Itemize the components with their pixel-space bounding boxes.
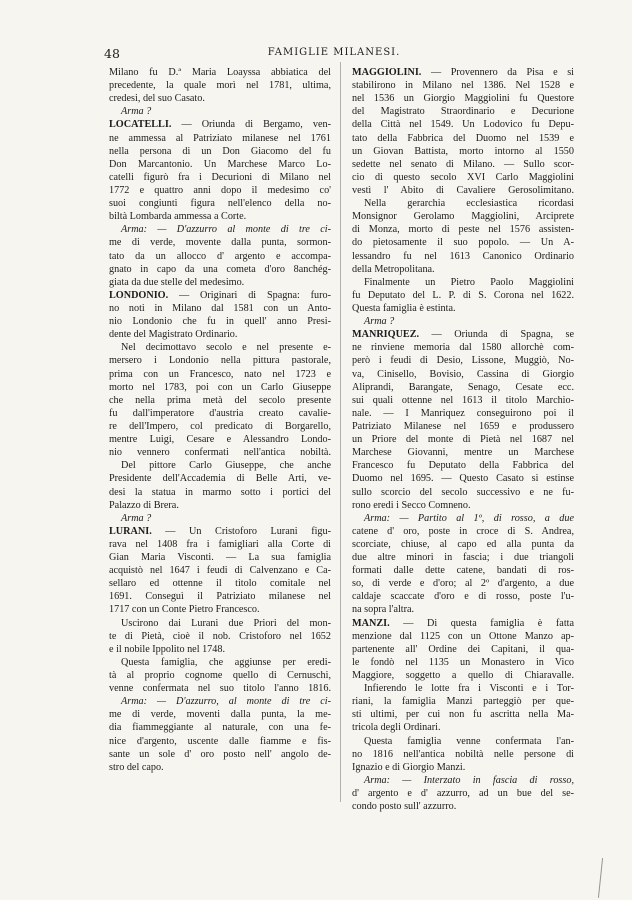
text-line: Arma: — Partito al 1º, di rosso, a due (364, 512, 574, 524)
text-line: menzione dal 1125 con un Ottone Manzo ap- (352, 630, 574, 642)
text-line: Presidente dell'Accademia di Belle Arti, ve- (109, 473, 331, 485)
text-line: Milano fu D.ª Maria Loayssa abbiatica del (109, 67, 331, 78)
text-line: partenente all' Ordine dei Capitani, il qua- (352, 643, 574, 655)
text-line: sui quali ottenne nel 1613 il titolo Marchio- (352, 394, 574, 406)
page-number: 48 (104, 46, 120, 61)
text-line: no 1816 nell'antica nobiltà nelle persone di (352, 748, 574, 760)
text-line: mentre Luigi, Cesare e Alessandro Londo- (109, 434, 331, 446)
text-line: nio vennero confermati nell'antica nobiltà. (109, 447, 331, 459)
text-line: Arma: — D'azzurro al monte di tre ci- (121, 224, 331, 236)
text-line: cio di questo secolo XVI Carlo Maggiolini (352, 171, 574, 183)
right-column (352, 66, 574, 813)
text-line: Marchese Giovanni, mentre un Marchese (352, 447, 574, 459)
text-line: MANZI. — Di questa famiglia è fatta (352, 617, 574, 629)
text-line: Nel decimottavo secolo e nel presente e- (121, 342, 331, 354)
text-line: gnato in capo da una cometa d'oro 8anchég- (109, 263, 331, 275)
text-line: Uscirono dai Lurani due Priori del mon- (121, 617, 331, 629)
text-line: che nella prima metà del secolo presente (109, 394, 331, 406)
text-line: due altre minori in fascia; i due triangoli (352, 552, 574, 564)
text-line: sullo scorcio del secolo successivo e ne fu- (352, 486, 574, 498)
text-line: Arma: — D'azzurro, al monte di tre ci- (121, 696, 331, 708)
column-divider (340, 62, 341, 802)
text-line: sellaro ed ottenne il titolo comitale nel (109, 578, 331, 590)
text-line: Del pittore Carlo Giuseppe, che anche (121, 460, 331, 472)
text-line: tà al proprio cognome quello di Cernuschi, (109, 670, 331, 682)
text-line: Patriziato Milanese nel 1659 e produssero (352, 420, 574, 432)
text-line: Ignazio e di Giorgio Manzi. (352, 761, 466, 773)
entry-heading: LURANI. (109, 525, 152, 537)
text-line: dia fiammeggiante al naturale, con una fe- (109, 722, 331, 734)
entry-heading: LONDONIO. (109, 289, 169, 301)
text-line: Maggiore, soggetto a quello di Chiaravalle. (352, 670, 574, 682)
text-line: le fondò nel 1135 un Monastero in Vico (352, 656, 574, 668)
text-line: ne ammessa al Patriziato milanese nel 1761 (109, 132, 331, 144)
text-line: tricola degli Ordinari. (352, 722, 441, 734)
entry-heading: MANZI. (352, 617, 390, 629)
margin-mark (598, 858, 604, 898)
text-line: so, di verde e d'oro; al 2º d'argento, a due (352, 578, 574, 590)
text-line: sedette nel senato di Milano. — Sullo scor- (352, 158, 574, 170)
text-line: un Giovan Battista, morto intorno al 1550 (352, 145, 574, 157)
entry-heading: MAGGIOLINI. (352, 67, 422, 78)
entry-heading: MANRIQUEZ. (352, 329, 420, 341)
text-line: giata da due stelle del medesimo. (109, 276, 245, 288)
text-line: desi la statua in marmo sotto i portici del (109, 486, 331, 498)
text-line: biltà Lombarda ammessa a Corte. (109, 211, 247, 223)
text-line: sti ultimi, per cui non fu ascritta nella Ma- (352, 709, 574, 721)
text-line: Arma: — Interzato in fascia di rosso, (364, 774, 574, 786)
text-line: caldaje scaccate d'oro e di rosso, poste l'u- (352, 591, 574, 603)
text-line: della Metropolitana. (352, 263, 435, 275)
text-line: precedente, la quale morì nel 1781, ultima, (109, 80, 331, 92)
text-line: scorciate, chiuse, al capo ed alla punta da (352, 538, 574, 550)
text-line: Arma ? (121, 512, 152, 524)
text-line: ne rinviene memoria dal 1580 allorchè com- (352, 342, 574, 354)
running-title: FAMIGLIE MILANESI. (267, 47, 401, 58)
left-column (109, 66, 331, 774)
text-line: nale. — I Manriquez conseguirono poi il (352, 407, 574, 419)
text-line: fu Deputato del L. P. di S. Corona nel 1622. (352, 289, 574, 301)
text-line: Arma ? (121, 106, 152, 118)
text-line: mersero i Londonio nella pittura pastorale, (109, 355, 331, 367)
text-line: 1772 e quattro anni dopo il medesimo co' (109, 184, 331, 196)
text-line: dente del Magistrato Ordinario. (109, 329, 238, 341)
text-line: me di verde, movente dalla punta, sormon- (109, 237, 331, 249)
text-line: Aliprandi, Barangate, Senago, Cesate ecc. (352, 381, 574, 393)
text-line: venne confermata nel suo titolo l'anno 1816. (109, 683, 331, 695)
text-line: Francesco fu Deputato della Fabbrica del (352, 460, 574, 472)
text-line: LURANI. — Un Cristoforo Lurani figu- (109, 525, 331, 537)
text-line: prima con un Francesco, nato nel 1723 e (109, 368, 331, 380)
text-line: Questa famiglia è estinta. (352, 302, 456, 314)
text-line: te di Pietà, cioè il nob. Cristoforo nel 1652 (109, 630, 331, 642)
text-line: però i feudi di Desio, Lissone, Muggiò, No- (352, 355, 574, 367)
text-line: condo posto sull' azzurro. (352, 801, 457, 813)
text-line: catene d' oro, poste in croce di S. Andrea, (352, 525, 574, 537)
text-line: tato da un allocco d' argento e accompa- (109, 250, 331, 262)
text-line: na sopra l'altra. (352, 604, 415, 616)
text-line: no noti in Milano dal 1581 con un Anto- (109, 302, 331, 314)
text-line: vestì l' Abito di Cavaliere Gerosolimitano. (352, 184, 574, 196)
text-line: tato della Fabbrica del Duomo nel 1539 e (352, 132, 574, 144)
text-line: rono eredi i Secco Comneno. (352, 499, 471, 511)
text-line: di Monza, morto di peste nel 1576 assisten- (352, 224, 574, 236)
text-line: Questa famiglia, che aggiunse per eredi- (121, 656, 331, 668)
text-line: del Magistrato Straordinario e Decurione (352, 106, 574, 118)
text-line: credesi, del suo Casato. (109, 93, 205, 105)
text-line: Monsignor Gerolamo Maggiolini, Arciprete (352, 211, 574, 223)
text-line: nice d'argento, uscente dalle fiamme e fis- (109, 735, 331, 747)
text-line: LONDONIO. — Originari di Spagna: furo- (109, 289, 331, 301)
text-line: do pietosamente il suo popolo. — Un A- (352, 237, 574, 249)
text-line: Nella gerarchia ecclesiastica ricordasi (364, 198, 574, 210)
text-line: Finalmente un Pietro Paolo Maggiolini (364, 276, 574, 288)
text-line: nella persona di un Don Giacomo del fu (109, 145, 331, 157)
text-line: 1717 con un Conte Pietro Francesco. (109, 604, 260, 616)
text-line: nel 1536 un Giorgio Maggiolini fu Questore (352, 93, 574, 105)
text-line: formati dalle dette catene, bandati di ros- (352, 565, 574, 577)
text-line: stro del capo. (109, 761, 164, 773)
text-line: suoi congiunti figura nell'elenco della no- (109, 198, 331, 210)
text-line: re dell'Impero, col predicato di Borgarello, (109, 420, 331, 432)
text-line: Infierendo le lotte fra i Visconti e i Tor- (364, 683, 574, 695)
text-line: catelli figurò fra i Decurioni di Milano nel (109, 171, 331, 183)
text-line: un Priore del monte di Pietà nel 1687 nel (352, 434, 574, 446)
text-line: LOCATELLI. — Oriunda di Bergamo, ven- (109, 119, 331, 131)
text-line: Palazzo di Brera. (109, 499, 179, 511)
text-line: Duomo nel 1695. — Questo Casato si estinse (352, 473, 574, 485)
text-line: nio Londonio che fu in quell' anno Presi- (109, 316, 331, 328)
text-line: stabilirono in Milano nel 1386. Nel 1528 e (352, 80, 574, 92)
text-line: va, Cinisello, Bovisio, Cassina di Giorgio (352, 368, 574, 380)
text-line: MAGGIOLINI. — Provennero da Pisa e si (352, 67, 574, 78)
text-line: me di verde, moventi dalla punta, la me- (109, 709, 331, 721)
text-line: lessandro fu nel 1613 Canonico Ordinario (352, 250, 574, 262)
text-line: d' argento e d' azzurro, ad un bue del se- (352, 788, 574, 800)
text-line: e il nobile Ippolito nel 1748. (109, 643, 226, 655)
text-line: Arma ? (364, 316, 395, 328)
text-line: riani, la famiglia Manzi parteggiò per que- (352, 696, 574, 708)
text-line: acquistò nel 1647 i feudi di Calvenzano e Ca- (109, 565, 331, 577)
text-line: Questa famiglia venne confermata l'an- (364, 735, 574, 747)
entry-heading: LOCATELLI. (109, 119, 172, 131)
text-line: della Città nel 1549. Un Lodovico fu Depu- (352, 119, 574, 131)
text-line: MANRIQUEZ. — Oriunda di Spagna, se (352, 329, 574, 341)
text-line: sante un sole d' oro posto nell' angolo de- (109, 748, 331, 760)
text-line: Don Marcantonio. Un Marchese Marco Lo- (109, 158, 331, 170)
page-header (104, 46, 564, 62)
text-line: fu dall'imperatore d'austria creato cavalie- (109, 407, 331, 419)
text-line: rava nel 1408 fra i famigliari alla Corte di (109, 538, 331, 550)
text-line: Gian Maria Visconti. — La sua famiglia (109, 552, 331, 564)
text-line: morto nel 1783, poi con un Carlo Giuseppe (109, 381, 331, 393)
text-line: 1691. Conseguì il Patriziato milanese nel (109, 591, 331, 603)
